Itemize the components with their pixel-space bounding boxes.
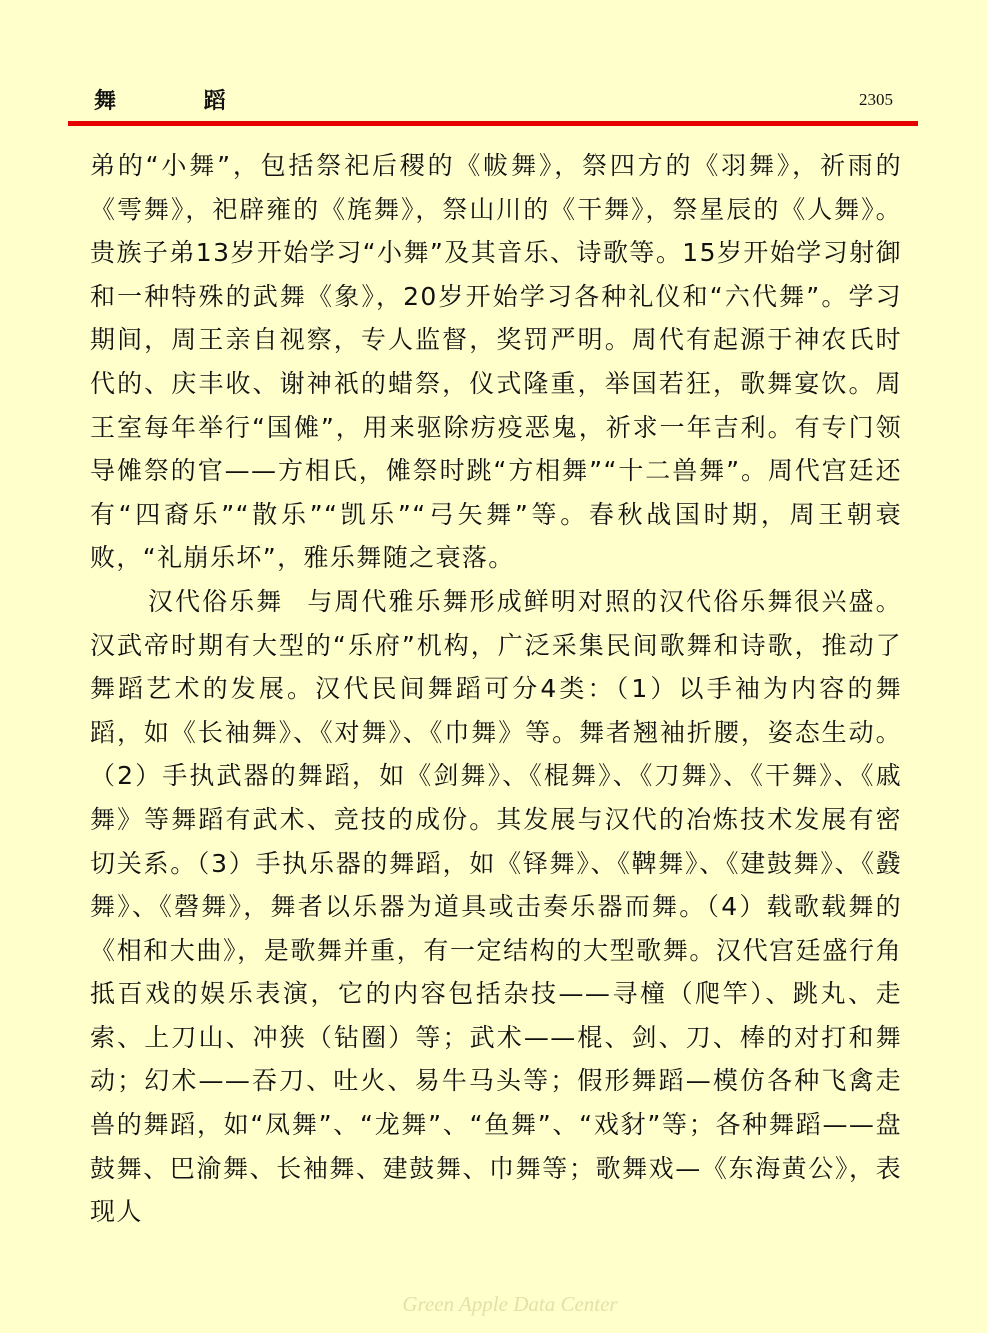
header-rule bbox=[68, 121, 918, 126]
running-title: 舞 蹈 bbox=[94, 89, 266, 114]
section-lead-heading: 汉代俗乐舞 bbox=[148, 586, 284, 616]
article-body bbox=[90, 144, 902, 1234]
paragraph-1: 弟的“小舞”，包括祭祀后稷的《帗舞》，祭四方的《羽舞》，祈雨的《雩舞》，祀辟雍的《旄舞》，祭山川的《干舞》，祭星辰的《人舞》。贵族子弟13岁开始学习“小舞”及其音乐、诗歌等。15岁开始学习射御和一种特殊的武舞《象》，20岁开始学习各种礼仪和“六代舞”。学习期间，周王亲自视察，专人监督，奖罚严明。周代有起源于神农氏时代的、庆丰收、谢神祇的蜡祭，仪式隆重，举国若狂，歌舞宴饮。周王室每年举行“国傩”，用来驱除疠疫恶鬼，祈求一年吉利。有专门领导傩祭的官——方相氏，傩祭时跳“方相舞”“十二兽舞”。周代宫廷还有“四裔乐”“散乐”“凯乐”“弓矢舞”等。春秋战国时期，周王朝衰败，“礼崩乐坏”，雅乐舞随之衰落。 bbox=[90, 151, 902, 573]
page-number: 2305 bbox=[859, 90, 893, 109]
paragraph-2 bbox=[90, 580, 902, 1234]
footer-watermark: Green Apple Data Center bbox=[402, 1292, 618, 1316]
page-header bbox=[68, 78, 919, 118]
paragraph-2-text: 与周代雅乐舞形成鲜明对照的汉代俗乐舞很兴盛。汉武帝时期有大型的“乐府”机构，广泛采集民间歌舞和诗歌，推动了舞蹈艺术的发展。汉代民间舞蹈可分4类：（1）以手袖为内容的舞蹈，如《长袖舞》、《对舞》、《巾舞》等。舞者翘袖折腰，姿态生动。（2）手执武器的舞蹈，如《剑舞》、《棍舞》、《刀舞》、《干舞》、《戚舞》等舞蹈有武术、竞技的成份。其发展与汉代的冶炼技术发展有密切关系。（3）手执乐器的舞蹈，如《铎舞》、《鞞舞》、《建鼓舞》、《鼗舞》、《磬舞》，舞者以乐器为道具或击奏乐器而舞。（4）载歌载舞的《相和大曲》，是歌舞并重，有一定结构的大型歌舞。汉代宫廷盛行角抵百戏的娱乐表演，它的内容包括杂技——寻橦（爬竿）、跳丸、走索、上刀山、冲狭（钻圈）等；武术——棍、剑、刀、棒的对打和舞动；幻术——吞刀、吐火、易牛马头等；假形舞蹈—模仿各种飞禽走兽的舞蹈，如“凤舞”、“龙舞”、“鱼舞”、“戏豺”等；各种舞蹈——盘鼓舞、巴渝舞、长袖舞、建鼓舞、巾舞等；歌舞戏—《东海黄公》，表现人 bbox=[90, 586, 902, 1227]
